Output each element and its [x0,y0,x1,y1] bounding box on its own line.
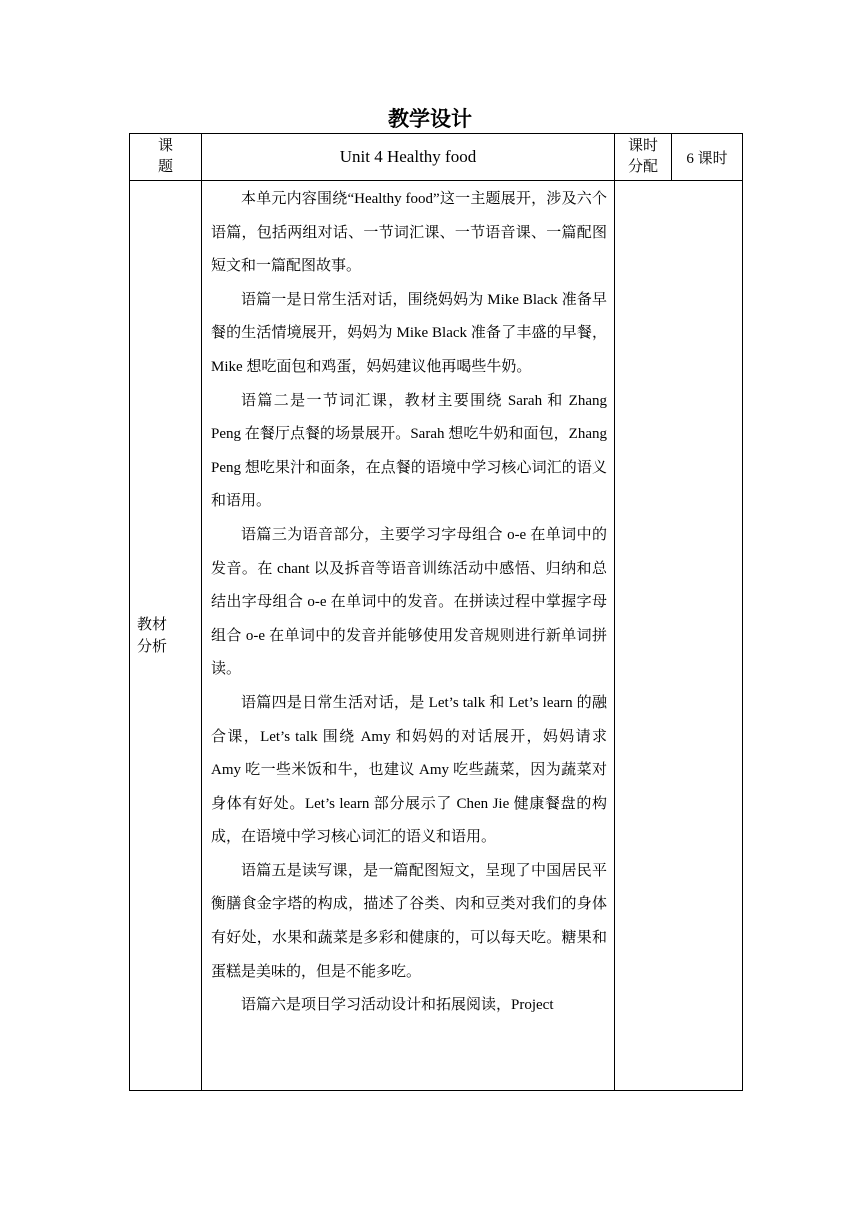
topic-cell [202,134,615,181]
period-value: 6 课时 [686,150,728,167]
topic-label-line-1: 课 [157,138,173,154]
period-label-cell [615,134,672,181]
analysis-paragraph: 本单元内容围绕“Healthy food”这一主题展开，涉及六个语篇，包括两组对话、一节词汇课、一节语音课、一篇配图短文和一篇配图故事。 [211,191,607,275]
analysis-row [130,181,743,1091]
period-label-line-1: 课时 [627,138,658,154]
analysis-paragraph: 语篇六是项目学习活动设计和拓展阅读，Project [241,997,554,1014]
header-row [130,134,743,181]
analysis-label-line-2: 分析 [137,638,168,655]
analysis-paragraph: 语篇一是日常生活对话，围绕妈妈为 Mike Black 准备早餐的生活情境展开，妈妈为 Mike Black 准备了丰盛的早餐，Mike 想吃面包和鸡蛋，妈妈建议他再喝些牛奶。 [211,291,607,375]
analysis-paragraph: 语篇三为语音部分，主要学习字母组合 o-e 在单词中的发音。在 chant 以及拆音等语音训练活动中感悟、归纳和总结出字母组合 o-e 在单词中的发音。在拼读过程中掌握字母组合 o-e 在单词中的发音并能够使用发音规则进行新单词拼读。 [211,526,607,678]
analysis-label-line-1: 教材 [137,616,168,633]
topic-label-line-2: 题 [157,159,173,175]
document-title: 教学设计 [388,107,472,131]
unit-topic: Unit 4 Healthy food [339,147,477,166]
analysis-content-cell [202,181,615,1091]
analysis-label-cell [130,181,202,1091]
lesson-plan-table [129,133,743,1091]
analysis-paragraph: 语篇五是读写课，是一篇配图短文，呈现了中国居民平衡膳食金字塔的构成，描述了谷类、肉和豆类对我们的身体有好处，水果和蔬菜是多彩和健康的，可以每天吃。糖果和蛋糕是美味的，但是不能多吃。 [211,862,607,980]
period-value-cell [672,134,743,181]
period-label-line-2: 分配 [627,159,658,175]
analysis-paragraph: 语篇四是日常生活对话，是 Let’s talk 和 Let’s learn 的融合课，Let’s talk 围绕 Amy 和妈妈的对话展开，妈妈请求 Amy 吃一些米饭和牛，也建议 Amy 吃些蔬菜，因为蔬菜对身体有好处。Let’s learn 部分展示了 Chen Jie 健康餐盘的构成，在语境中学习核心词汇的语义和语用。 [211,694,607,846]
topic-label-cell [130,134,202,181]
analysis-empty-cell [615,181,743,1091]
analysis-paragraph: 语篇二是一节词汇课，教材主要围绕 Sarah 和 Zhang Peng 在餐厅点餐的场景展开。Sarah 想吃牛奶和面包，Zhang Peng 想吃果汁和面条，在点餐的语境中学习核心词汇的语义和语用。 [211,392,607,510]
